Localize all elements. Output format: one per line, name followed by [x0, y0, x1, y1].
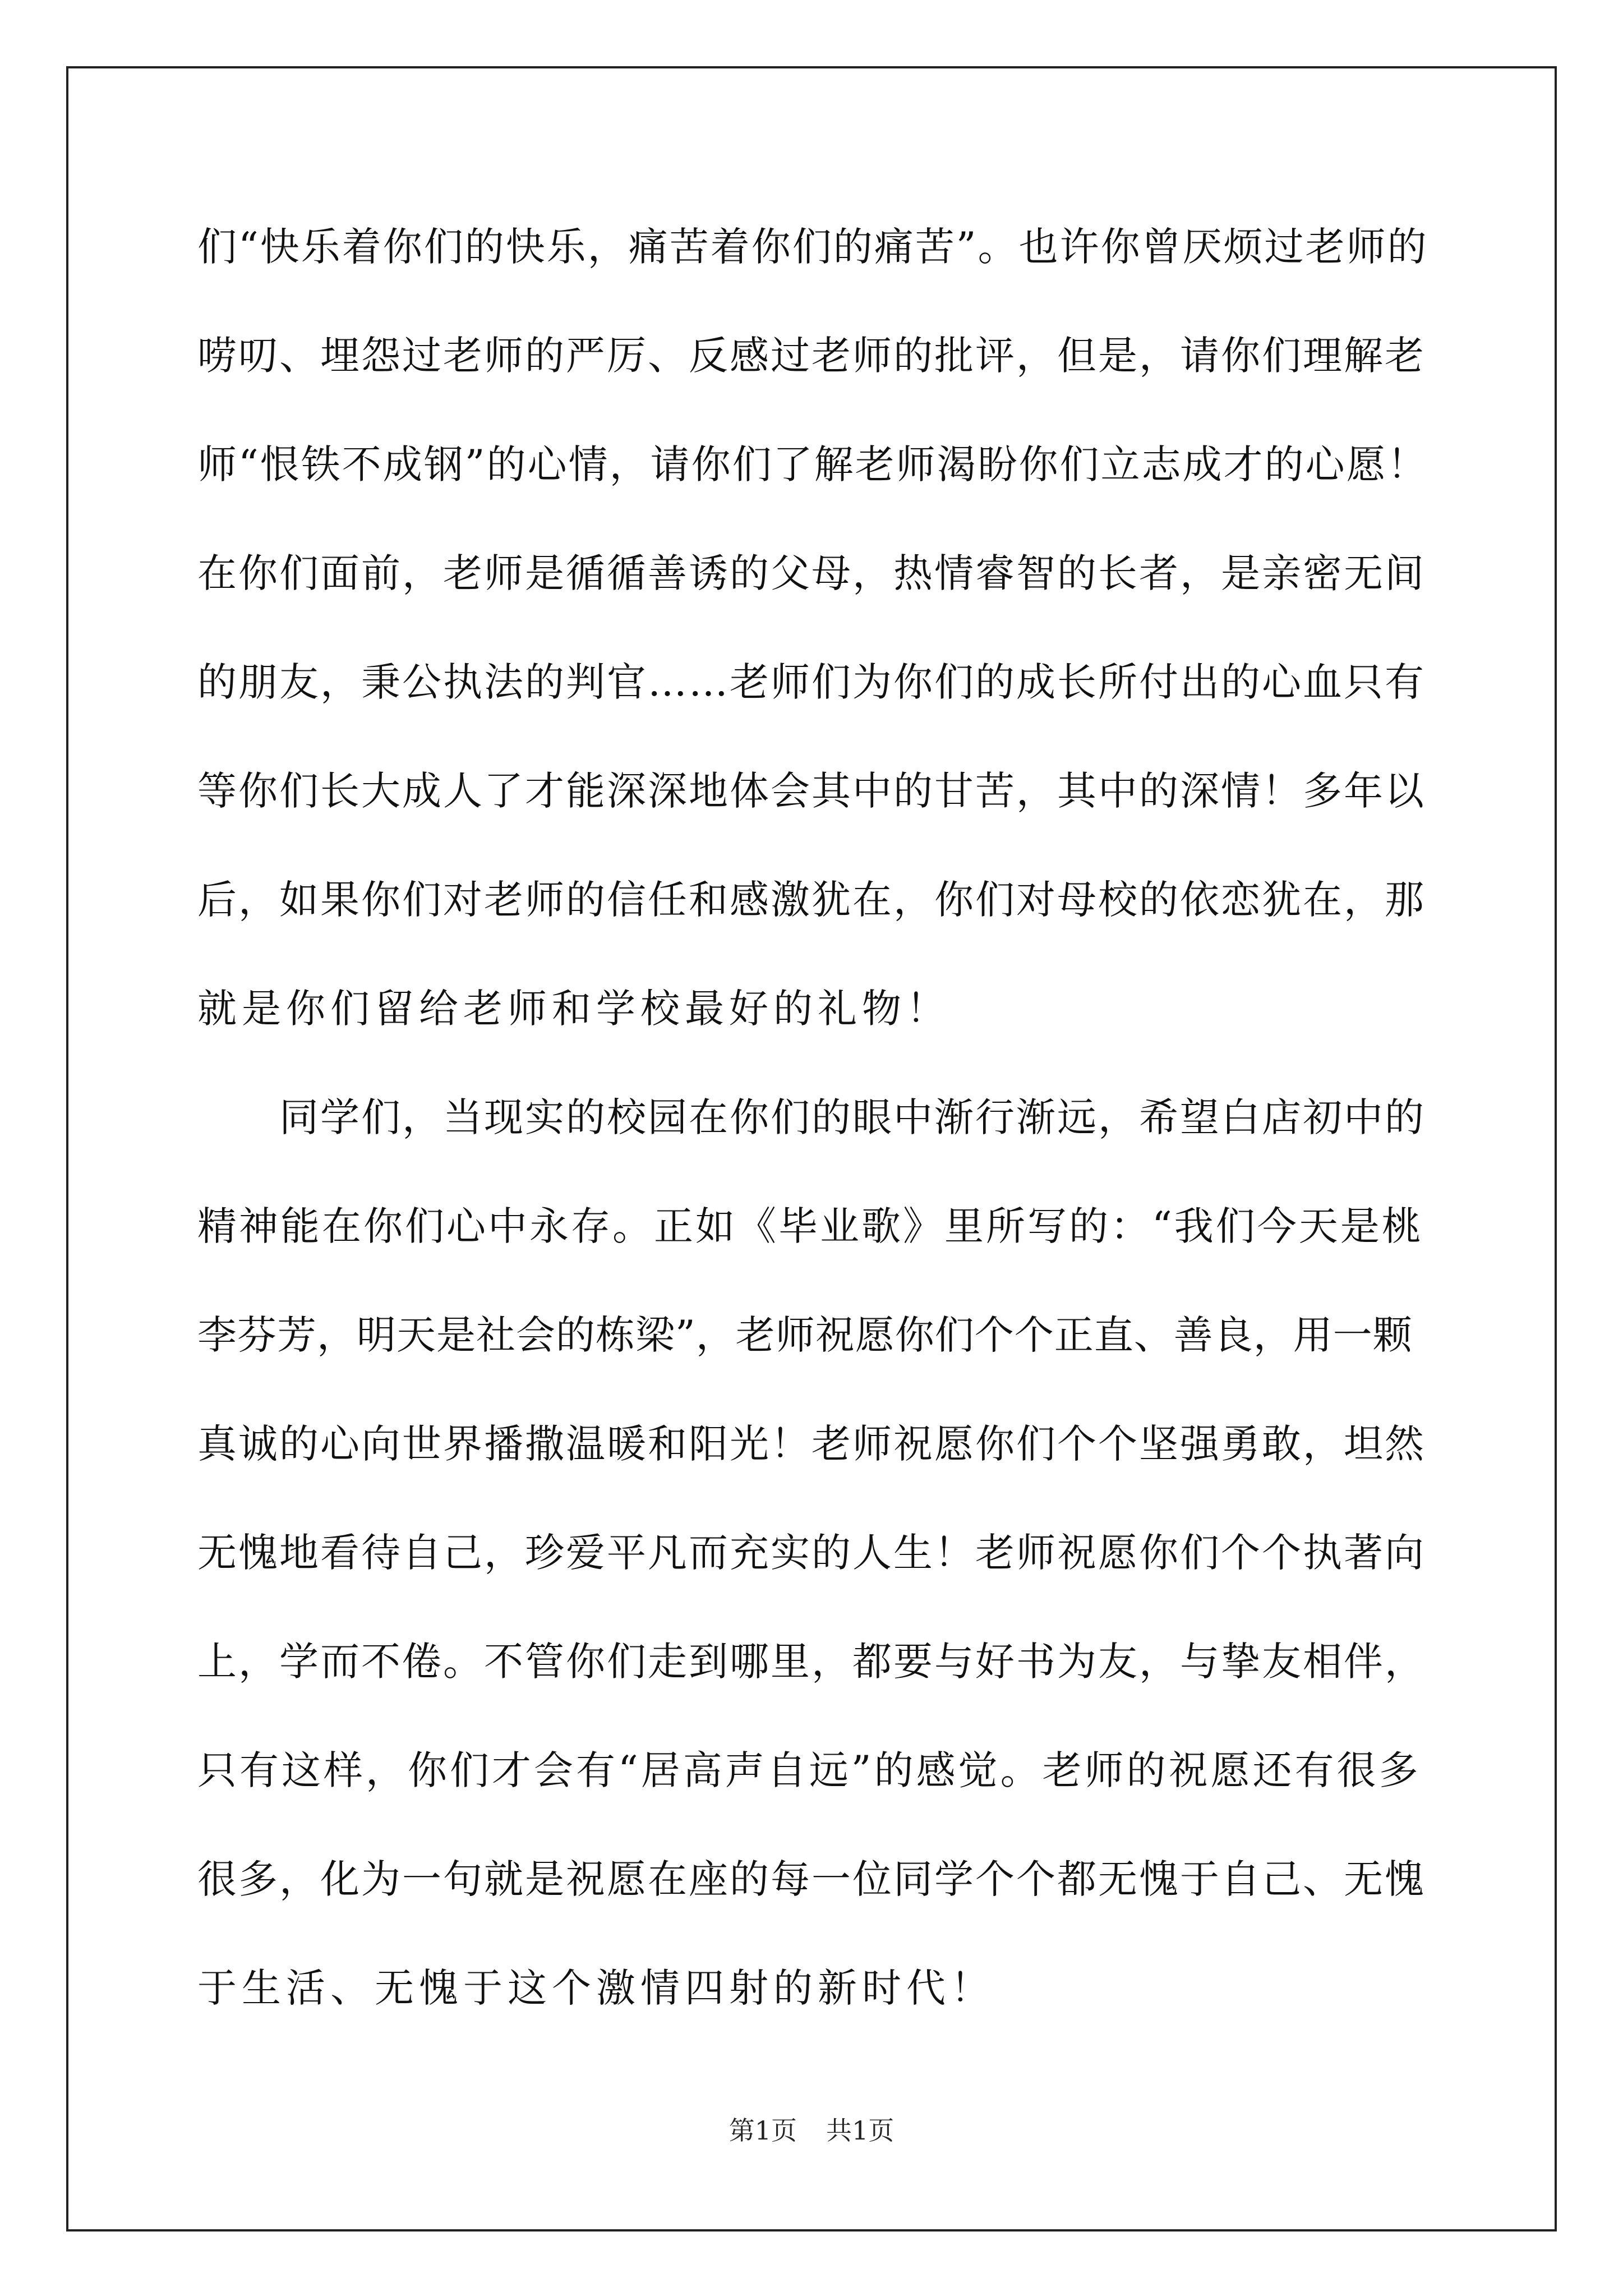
text-line: 只有这样，你们才会有“居高声自远”的感觉。老师的祝愿还有很多: [197, 1747, 1421, 1793]
document-body: [197, 216, 1428, 2066]
text-line: 师“恨铁不成钢”的心情，请你们了解老师渴盼你们立志成才的心愿！: [197, 441, 1428, 487]
text-line: 同学们，当现实的校园在你们的眼中渐行渐远，希望白店初中的: [197, 1094, 1426, 1140]
page-footer: [0, 2114, 1623, 2147]
text-line: 上，学而不倦。不管你们走到哪里，都要与好书为友，与挚友相伴，: [197, 1639, 1426, 1685]
page-number: 第1页: [728, 2115, 797, 2146]
text-line: 很多，化为一句就是祝愿在座的每一位同学个个都无愧于自己、无愧: [197, 1856, 1426, 1902]
text-line: 就是你们留给老师和学校最好的礼物！: [197, 986, 951, 1032]
text-line: 们“快乐着你们的快乐，痛苦着你们的痛苦”。也许你曾厌烦过老师的: [197, 224, 1428, 270]
text-line: 后，如果你们对老师的信任和感激犹在，你们对母校的依恋犹在，那: [197, 877, 1426, 923]
text-line: 真诚的心向世界播撒温暖和阳光！老师祝愿你们个个坚强勇敢，坦然: [197, 1421, 1426, 1467]
text-line: 无愧地看待自己，珍爱平凡而充实的人生！老师祝愿你们个个执著向: [197, 1530, 1426, 1576]
text-line: 等你们长大成人了才能深深地体会其中的甘苦，其中的深情！多年以: [197, 768, 1426, 814]
text-line: 唠叨、埋怨过老师的严厉、反感过老师的批评，但是，请你们理解老: [197, 333, 1426, 379]
text-line: 精神能在你们心中永存。正如《毕业歌》里所写的：“我们今天是桃: [197, 1203, 1423, 1249]
text-line: 李芬芳，明天是社会的栋梁”，老师祝愿你们个个正直、善良，用一颗: [197, 1312, 1413, 1358]
text-line: 的朋友，秉公执法的判官……老师们为你们的成长所付出的心血只有: [197, 659, 1426, 705]
page-total: 共1页: [826, 2115, 895, 2146]
text-line: 在你们面前，老师是循循善诱的父母，热情睿智的长者，是亲密无间: [197, 550, 1426, 596]
text-line: 于生活、无愧于这个激情四射的新时代！: [197, 1965, 995, 2011]
